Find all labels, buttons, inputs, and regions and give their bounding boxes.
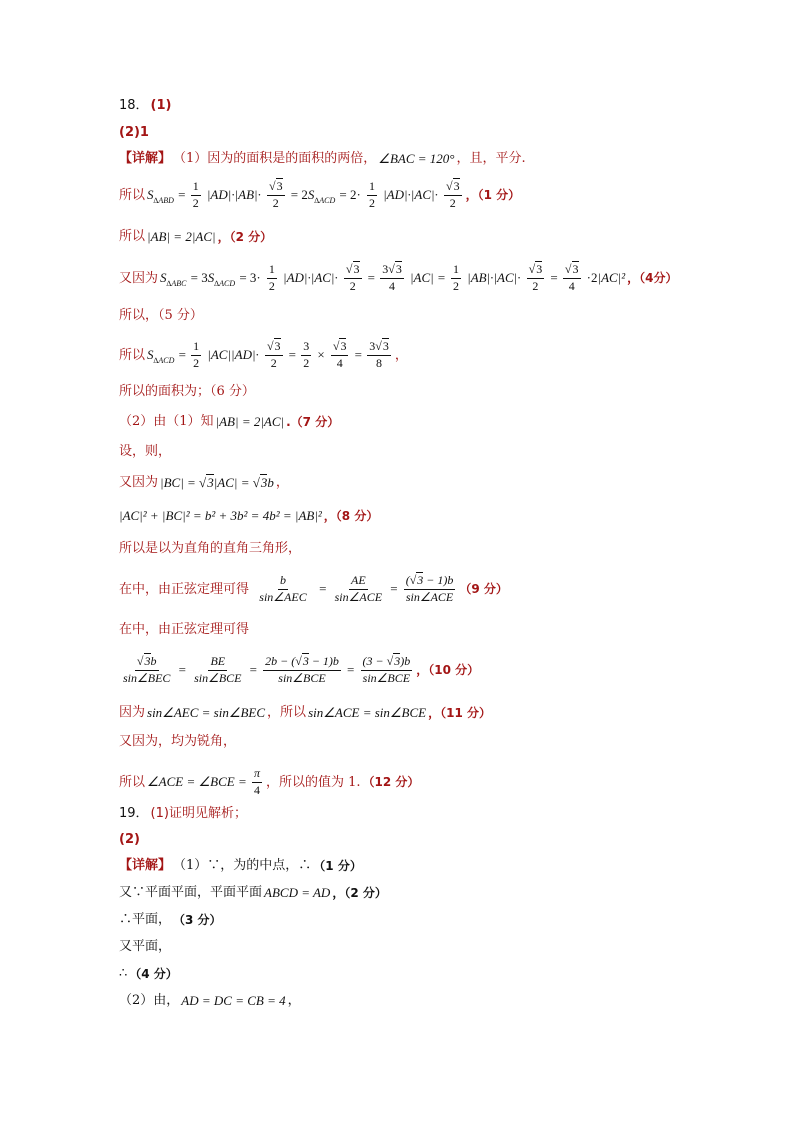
q18-answer-1: (1): [150, 98, 172, 113]
q18-line-2: [119, 180, 734, 211]
line-text: 又平面，: [119, 939, 172, 954]
lead-text: 又∵平面平面，平面平面: [119, 885, 263, 900]
formula-area-abc: $S_{\Delta ABC} = 3S_{\Delta ACD} = 3\cdot$ $\frac{1}{2}$ |AD|·|AC|· $\frac{√3}{2}$ = $\frac{3√3}{4}$ |AC| = $\frac{1}{2}$ |AB|·|AC|· $\frac{√3}{2}$ = $\frac{√3}{4}$ ·2|AC|²: [160, 262, 626, 293]
q19-line-6: [119, 994, 734, 1007]
q18-line-13: [119, 574, 734, 605]
lead-text: 所以: [119, 774, 146, 790]
points-label: （4 分）: [129, 966, 178, 981]
lead-text: 所以: [119, 347, 146, 363]
q19-answer-1: (1)证明见解析；: [150, 806, 247, 821]
detail-tag: 【详解】: [119, 151, 172, 166]
lead-text: 因为: [119, 705, 146, 720]
q18-p1-tail: ，且，平分.: [456, 151, 526, 166]
points-label: ，（4分）: [627, 271, 678, 286]
points-label: （3 分）: [173, 912, 222, 927]
q18-line-3: [119, 230, 734, 243]
lead-text: 又因为: [119, 270, 159, 286]
q19-number: 19．: [119, 806, 149, 821]
lead-text: 所以: [119, 187, 146, 203]
formula-sin-eq-2: sin∠ACE = sin∠BCE: [308, 705, 427, 720]
q18-header: [119, 99, 734, 112]
mid-text: ，所以: [267, 705, 307, 720]
q19-answer-2-line: [119, 833, 734, 846]
q19-line-4: [119, 940, 734, 953]
q18-line-5: [119, 309, 734, 322]
q18-line-7: [119, 385, 734, 398]
tail-text: ，: [287, 993, 301, 1008]
q19-answer-2: (2): [119, 832, 140, 847]
line-text: ∴: [119, 966, 128, 981]
line-text: ∴平面，: [119, 912, 172, 927]
line-text: 所以的面积为；（6 分）: [119, 384, 255, 399]
formula-bc: |BC| = √3|AC| = √3b: [160, 475, 274, 490]
q18-line-6: [119, 340, 734, 371]
points-label: .（7 分）: [286, 414, 340, 429]
formula-sine-bec: $\frac{√3b}{\text{sin∠BEC}}$ = $\frac{BE}{\text{sin∠BCE}}$ = $\frac{2b - (√3 - 1)b}{\text{sin∠BCE}}$ = $\frac{(3 - √3)b}{\text{sin∠BCE}}$: [123, 654, 411, 685]
points-label: ，（10 分）: [416, 663, 480, 678]
line-text: 所以是以为直角的直角三角形，: [119, 541, 302, 556]
tail-text: ，: [275, 475, 289, 490]
points-label: ，（8 分）: [323, 508, 379, 523]
q19-header: [119, 807, 734, 820]
formula-area-acd: $S_{\Delta ACD}$ = $\frac{1}{2}$ |AC||AD|· $\frac{√3}{2}$ = $\frac{3}{2}$ × $\frac{√3}{4}$ = $\frac{3√3}{8}$: [147, 339, 389, 370]
tail-text: ，: [394, 347, 408, 363]
line-text: 在中，由正弦定理可得: [119, 622, 250, 637]
q18-answer-2: (2)1: [119, 125, 149, 140]
q18-number: 18．: [119, 98, 149, 113]
formula-area-abd: $S_{\Delta ABD}$ = $\frac{1}{2}$ |AD|·|AB|· $\frac{√3}{2}$ = $2S_{\Delta ACD} = 2\cdot$ $\frac{1}{2}$ |AD|·|AC|· $\frac{√3}{2}$: [147, 179, 460, 210]
points-label: （12 分）: [362, 775, 420, 790]
q18-line-17: [119, 735, 734, 748]
points-label: ，（2 分）: [217, 229, 273, 244]
mid-text: ，所以的值为 1.: [266, 774, 361, 790]
q18-detail-line: [119, 152, 734, 165]
formula-sine-aec: $\frac{b}{\text{sin∠AEC}}$ = $\frac{AE}{\text{sin∠ACE}}$ = $\frac{(√3 - 1)b}{\text{sin∠ACE}}$: [259, 573, 454, 604]
lead-text: （2）由，: [119, 993, 180, 1008]
q19-line-3: [119, 913, 734, 926]
lead-text: （2）由（1）知: [119, 414, 214, 429]
q19-line-5: [119, 967, 734, 980]
line-text: 设，则，: [119, 444, 172, 459]
formula-ab-2ac: |AB| = 2|AC|: [215, 414, 285, 429]
q18-line-14: [119, 623, 734, 636]
points-label: （9 分）: [459, 582, 508, 597]
lead-text: 所以: [119, 229, 146, 244]
lead-text: 又因为: [119, 475, 159, 490]
q18-line-11: [119, 509, 734, 522]
formula-ab-2ac: |AB| = 2|AC|: [147, 229, 216, 244]
formula-abcd-ad: ABCD = AD: [264, 885, 331, 900]
line-text: 又因为，均为锐角，: [119, 734, 237, 749]
q18-p1: （1）因为的面积是的面积的两倍，: [173, 151, 377, 166]
line-text: （1）∵，为的中点，∴: [173, 858, 312, 873]
detail-tag: 【详解】: [119, 858, 172, 873]
formula-sin-eq: sin∠AEC = sin∠BEC: [147, 705, 266, 720]
q19-line-1: [119, 859, 734, 872]
formula-angles: ∠ACE = ∠BCE = $\frac{\pi}{4}$: [147, 766, 260, 797]
q18-line-8: [119, 415, 734, 428]
points-label: ，（2 分）: [332, 885, 387, 900]
q18-answer-2-line: [119, 126, 734, 139]
q18-line-4: [119, 263, 734, 294]
line-text: 所以，（5 分）: [119, 308, 203, 323]
q18-line-10: [119, 476, 734, 489]
q18-line-12: [119, 542, 734, 555]
points-label: （1 分）: [313, 858, 362, 873]
q19-line-2: [119, 886, 734, 899]
q18-line-18: [119, 767, 734, 798]
lead-text: 在中，由正弦定理可得: [119, 581, 250, 597]
q18-line-16: [119, 706, 734, 719]
formula-pythag: |AC|² + |BC|² = b² + 3b² = 4b² = |AB|²: [119, 508, 322, 523]
angle-bac: ∠BAC = 120°: [378, 151, 455, 166]
points-label: ，（1 分）: [465, 188, 521, 203]
q18-line-15: [119, 655, 734, 686]
points-label: ，（11 分）: [428, 705, 491, 720]
q18-line-9: [119, 445, 734, 458]
formula-sides: AD = DC = CB = 4: [181, 993, 286, 1008]
